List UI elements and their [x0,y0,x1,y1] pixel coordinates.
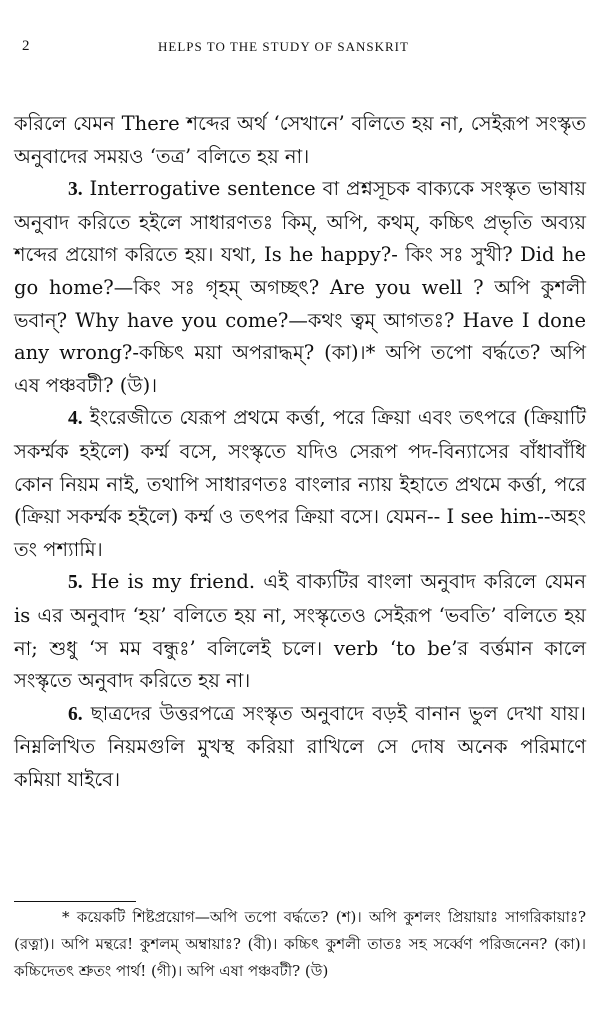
paragraph-text: Interrogative sentence বা প্রশ্নসূচক বাক্যকে সংস্কৃত ভাষায় অনুবাদ করিতে হইলে সাধারণতঃ কিম্‌, অপি, কথম্‌, কচ্চিৎ প্রভৃতি অব্যয় শব্দের প্রয়োগ করিতে হয়। যথা, Is he happy?- কিং সঃ সুখী? Did he go home?—কিং সঃ গৃহম্‌ অগচ্ছৎ? Are you well ? অপি কুশলী ভবান্‌? Why have you come?—কথং ত্বম্‌ আগতঃ? Have I done any wrong?-কচ্চিৎ ময়া অপরাদ্ধম্‌? (কা)।* অপি তপো বর্দ্ধতে? অপি এষ পঞ্চবটী? (উ)। [14,177,586,397]
footnote [14,904,586,985]
paragraph-4 [14,402,586,566]
paragraph-text: ছাত্রদের উত্তরপত্রে সংস্কৃত অনুবাদে বড়ই বানান ভুল দেখা যায়। নিম্নলিখিত নিয়মগুলি মুখস্থ করিয়া রাখিলে সে দোষ অনেক পরিমাণে কমিয়া যাইবে। [14,701,586,791]
paragraph-number: 4. [68,408,83,430]
paragraph-3 [14,173,586,402]
paragraph-number: 5. [68,572,83,594]
paragraph-continued [14,108,586,173]
page-number: 2 [22,38,30,54]
paragraph-text: ইংরেজীতে যেরূপ প্রথমে কর্ত্তা, পরে ক্রিয়া এবং তৎপরে (ক্রিয়াটি সকর্ম্মক হইলে) কর্ম্ম বসে, সংস্কৃতে যদিও সেরূপ পদ-বিন্যাসের বাঁধাবাঁধি কোন নিয়ম নাই, তথাপি সাধারণতঃ বাংলার ন্যায় ইহাতে প্রথমে কর্ত্তা, পরে (ক্রিয়া সকর্ম্মক হইলে) কর্ম্ম ও তৎপর ক্রিয়া বসে। যেমন-- I see him--অহং তং পশ্যামি। [14,406,586,561]
paragraph-text: করিলে যেমন There শব্দের অর্থ ‘সেখানে’ বলিতে হয় না, সেইরূপ সংস্কৃত অনুবাদের সময়ও ‘তত্র’ বলিতে হয় না। [14,112,586,168]
paragraph-number: 3. [68,179,83,201]
paragraph-6 [14,698,586,797]
paragraph-text: He is my friend. এই বাক্যটির বাংলা অনুবাদ করিলে যেমন is এর অনুবাদ ‘হয়’ বলিতে হয় না, সংস্কৃতেও সেইরূপ ‘ভবতি’ বলিতে হয় না; শুধু ‘স মম বন্ধুঃ’ বলিলেই চলে। verb ‘to be’র বর্ত্তমান কালে সংস্কৃতে অনুবাদ করিতে হয় না। [14,570,586,693]
running-head: HELPS TO THE STUDY OF SANSKRIT [158,39,409,54]
footnote-text: * কয়েকটি শিষ্টপ্রয়োগ—অপি তপো বর্দ্ধতে? (শ)। অপি কুশলং প্রিয়ায়াঃ সাগরিকায়াঃ? (রত্না)। অপি মন্থরে! কুশলম্‌ অম্বায়াঃ? (বী)। কচ্চিৎ কুশলী তাতঃ সহ সর্ব্বেণ পরিজনেন? (কা)। কচ্চিদেতৎ শ্রুতং পার্থ! (গী)। অপি এষা পঞ্চবটী? (উ) [14,908,586,980]
paragraph-number: 6. [68,703,83,725]
body-text [14,108,586,796]
footnote-rule [14,901,136,902]
paragraph-5 [14,566,586,697]
page-header [0,38,600,58]
